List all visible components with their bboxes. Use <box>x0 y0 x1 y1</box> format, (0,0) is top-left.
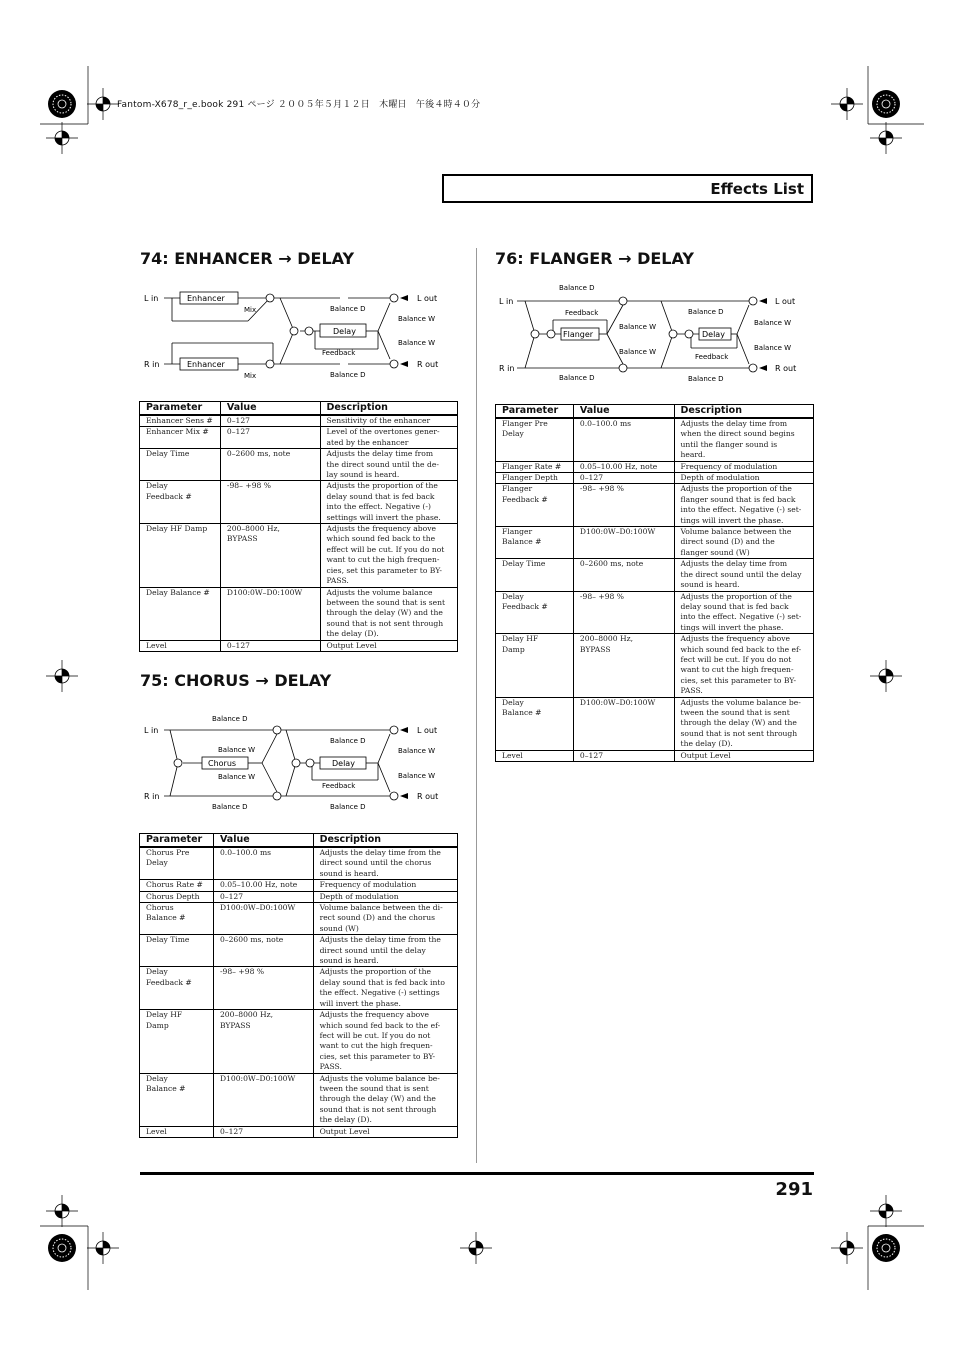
table-cell: Sensitivity of the enhancer <box>320 415 458 427</box>
table-cell: Depth of modulation <box>674 473 813 484</box>
table-cell: 0.05–10.00 Hz, note <box>213 880 313 891</box>
col-parameter: Parameter <box>140 834 214 848</box>
table-cell: D100:0W–D0:100W <box>220 587 320 640</box>
table-cell: Level <box>140 1126 214 1137</box>
delay-block: Delay <box>702 330 725 339</box>
table-cell: Chorus Balance # <box>140 903 214 935</box>
table-cell: D100:0W–D0:100W <box>573 697 674 750</box>
table-cell: 0–127 <box>573 750 674 761</box>
chorus-delay-param-table <box>139 833 458 1138</box>
flanger-delay-diagram <box>495 280 805 386</box>
table-cell: 200–8000 Hz, BYPASS <box>213 1010 313 1073</box>
table-cell: 200–8000 Hz, BYPASS <box>220 524 320 587</box>
table-cell: Volume balance between the direct sound (D) and the flanger sound (W) <box>674 527 813 559</box>
balance-d-label-bottom: Balance D <box>559 374 595 382</box>
table-cell: Frequency of modulation <box>313 880 457 891</box>
table-cell: Adjusts the proportion of the delay sound that is fed back into the effect. Negative (-) set- tings will invert the phase. <box>674 591 813 634</box>
l-out-label: L out <box>417 294 438 303</box>
table-row <box>140 524 458 587</box>
balance-w-label-r: Balance W <box>398 339 436 347</box>
table-cell: Delay HF Damp <box>140 1010 214 1073</box>
r-in-label: R in <box>144 792 160 801</box>
table-cell: 0–127 <box>213 1126 313 1137</box>
col-description: Description <box>313 834 457 848</box>
table-cell: Adjusts the frequency above which sound fed back to the ef- fect will be cut. If you do not want to cut the high frequen- cies, set this parameter to BY- PASS. <box>674 634 813 697</box>
table-cell: Level of the overtones gener- ated by the enhancer <box>320 427 458 449</box>
table-cell: Adjusts the volume balance be- tween the sound that is sent through the delay (W) and the sound that is not sent through the delay (D). <box>313 1073 457 1126</box>
table-row <box>496 591 814 634</box>
table-cell: Flanger Balance # <box>496 527 574 559</box>
table-cell: Adjusts the volume balance be- tween the sound that is sent through the delay (W) and the sound that is not sent through the delay (D). <box>674 697 813 750</box>
table-row <box>496 634 814 697</box>
r-out-label: R out <box>417 360 439 369</box>
table-cell: 0–127 <box>220 427 320 449</box>
table-cell: Enhancer Sens # <box>140 415 221 427</box>
table-row <box>496 697 814 750</box>
feedback-label-flanger: Feedback <box>565 309 599 317</box>
r-out-label: R out <box>417 792 439 801</box>
table-cell: Delay Feedback # <box>496 591 574 634</box>
table-row <box>140 880 458 891</box>
table-row <box>140 1073 458 1126</box>
col-value: Value <box>220 402 320 416</box>
footer-rule <box>140 1172 814 1175</box>
table-cell: Output Level <box>320 640 458 651</box>
balance-d-label-l: Balance D <box>330 737 366 745</box>
table-cell: -98– +98 % <box>573 484 674 527</box>
column-divider <box>476 248 477 1163</box>
table-cell: 0.05–10.00 Hz, note <box>573 461 674 472</box>
table-cell: Adjusts the frequency above which sound fed back to the effect will be cut. If you do not want to cut the high frequen- cies, set this parameter to BY- PASS. <box>320 524 458 587</box>
table-cell: 0–2600 ms, note <box>573 559 674 591</box>
col-description: Description <box>674 405 813 419</box>
table-cell: Output Level <box>313 1126 457 1137</box>
balance-d-label-r: Balance D <box>330 371 366 379</box>
balance-d-label-r: Balance D <box>330 803 366 811</box>
section-header-title: Effects List <box>710 180 804 198</box>
table-row <box>140 481 458 524</box>
col-value: Value <box>213 834 313 848</box>
table-cell: D100:0W–D0:100W <box>213 1073 313 1126</box>
feedback-label-delay: Feedback <box>695 353 729 361</box>
balance-w-label-l: Balance W <box>398 315 436 323</box>
table-cell: D100:0W–D0:100W <box>573 527 674 559</box>
flanger-delay-param-table <box>495 404 814 762</box>
table-row <box>140 1126 458 1137</box>
balance-w-label-r: Balance W <box>398 772 436 780</box>
balance-d-label-l: Balance D <box>330 305 366 313</box>
table-row <box>140 1010 458 1073</box>
table-row <box>140 640 458 651</box>
table-cell: Delay HF Damp <box>140 524 221 587</box>
table-cell: Adjusts the proportion of the delay sound that is fed back into the effect. Negative (-) settings will invert the phase. <box>320 481 458 524</box>
table-cell: Volume balance between the di- rect sound (D) and the chorus sound (W) <box>313 903 457 935</box>
table-cell: 0–127 <box>573 473 674 484</box>
table-cell: Adjusts the delay time from the direct sound until the delay sound is heard. <box>313 935 457 967</box>
balance-w-label-l: Balance W <box>754 319 792 327</box>
table-cell: Flanger Rate # <box>496 461 574 472</box>
col-parameter: Parameter <box>140 402 221 416</box>
file-header: Fantom-X678_r_e.book 291 ページ ２００５年５月１２日 木曜日 午後４時４０分 <box>117 100 481 110</box>
table-row <box>140 891 458 902</box>
table-cell: 0.0–100.0 ms <box>213 847 313 880</box>
table-cell: 200–8000 Hz, BYPASS <box>573 634 674 697</box>
table-cell: Delay Feedback # <box>140 481 221 524</box>
table-cell: 0–127 <box>220 415 320 427</box>
table-row <box>140 587 458 640</box>
flanger-block: Flanger <box>563 330 594 339</box>
table-cell: Level <box>496 750 574 761</box>
col-value: Value <box>573 405 674 419</box>
table-row <box>496 484 814 527</box>
table-cell: Adjusts the volume balance between the sound that is sent through the delay (W) and the sound that is not sent through the delay (D). <box>320 587 458 640</box>
table-cell: Level <box>140 640 221 651</box>
table-cell: Delay Balance # <box>140 1073 214 1126</box>
l-out-label: L out <box>775 297 796 306</box>
table-cell: -98– +98 % <box>213 967 313 1010</box>
table-cell: 0–2600 ms, note <box>213 935 313 967</box>
r-in-label: R in <box>499 364 515 373</box>
table-cell: Frequency of modulation <box>674 461 813 472</box>
table-cell: Adjusts the delay time from the direct sound until the chorus sound is heard. <box>313 847 457 880</box>
l-in-label: L in <box>144 294 159 303</box>
table-cell: -98– +98 % <box>573 591 674 634</box>
table-cell: Enhancer Mix # <box>140 427 221 449</box>
l-in-label: L in <box>144 726 159 735</box>
table-cell: 0–127 <box>220 640 320 651</box>
mix-label-l: Mix <box>244 306 257 314</box>
table-cell: Delay Feedback # <box>140 967 214 1010</box>
table-cell: -98– +98 % <box>220 481 320 524</box>
table-row <box>496 461 814 472</box>
balance-d-label-bottom: Balance D <box>212 803 248 811</box>
table-cell: 0–127 <box>213 891 313 902</box>
page-number: 291 <box>775 1179 813 1200</box>
balance-d-label-r: Balance D <box>688 375 724 383</box>
table-row <box>140 847 458 880</box>
enhancer-block-r: Enhancer <box>187 360 225 369</box>
balance-w-label-r: Balance W <box>754 344 792 352</box>
table-cell: Flanger Feedback # <box>496 484 574 527</box>
table-row <box>140 449 458 481</box>
section-76-title: 76: FLANGER → DELAY <box>495 249 694 268</box>
delay-block: Delay <box>333 327 356 336</box>
table-cell: Adjusts the delay time from the direct sound until the delay sound is heard. <box>674 559 813 591</box>
delay-block: Delay <box>332 759 355 768</box>
col-description: Description <box>320 402 458 416</box>
balance-w-label-top: Balance W <box>218 746 256 754</box>
balance-w-label-bottom: Balance W <box>619 348 657 356</box>
table-cell: Adjusts the proportion of the flanger sound that is fed back into the effect. Negative (-) set- tings will invert the phase. <box>674 484 813 527</box>
table-cell: Flanger Depth <box>496 473 574 484</box>
l-out-label: L out <box>417 726 438 735</box>
table-cell: Depth of modulation <box>313 891 457 902</box>
section-74-title: 74: ENHANCER → DELAY <box>140 249 355 268</box>
table-cell: 0–2600 ms, note <box>220 449 320 481</box>
table-row <box>140 415 458 427</box>
enhancer-block-l: Enhancer <box>187 294 225 303</box>
balance-d-label-l: Balance D <box>688 308 724 316</box>
table-cell: Delay Time <box>496 559 574 591</box>
table-cell: Output Level <box>674 750 813 761</box>
l-in-label: L in <box>499 297 514 306</box>
table-cell: Delay Time <box>140 935 214 967</box>
table-cell: Delay Time <box>140 449 221 481</box>
table-row <box>140 427 458 449</box>
chorus-block: Chorus <box>208 759 237 768</box>
feedback-label: Feedback <box>322 782 356 790</box>
table-cell: Delay HF Damp <box>496 634 574 697</box>
feedback-label: Feedback <box>322 349 356 357</box>
r-out-label: R out <box>775 364 797 373</box>
table-cell: Adjusts the frequency above which sound fed back to the ef- fect will be cut. If you do not want to cut the high frequen- cies, set this parameter to BY- PASS. <box>313 1010 457 1073</box>
table-cell: Chorus Depth <box>140 891 214 902</box>
section-75-title: 75: CHORUS → DELAY <box>140 671 332 690</box>
enhancer-delay-param-table <box>139 401 458 652</box>
chorus-delay-diagram <box>140 710 450 814</box>
table-cell: Delay Balance # <box>140 587 221 640</box>
col-parameter: Parameter <box>496 405 574 419</box>
table-row <box>140 967 458 1010</box>
balance-w-label-top: Balance W <box>619 323 657 331</box>
table-cell: Flanger Pre Delay <box>496 418 574 461</box>
table-cell: Chorus Rate # <box>140 880 214 891</box>
table-cell: Adjusts the proportion of the delay sound that is fed back into the effect. Negative (-) settings will invert the phase. <box>313 967 457 1010</box>
section-header-box <box>442 174 813 203</box>
table-row <box>496 559 814 591</box>
mix-label-r: Mix <box>244 372 257 380</box>
table-cell: Adjusts the delay time from the direct sound until the de- lay sound is heard. <box>320 449 458 481</box>
table-row <box>496 473 814 484</box>
table-row <box>140 903 458 935</box>
table-cell: Adjusts the delay time from when the direct sound begins until the flanger sound is heard. <box>674 418 813 461</box>
enhancer-delay-diagram <box>140 283 450 383</box>
table-row <box>496 418 814 461</box>
table-row <box>496 527 814 559</box>
table-cell: Chorus Pre Delay <box>140 847 214 880</box>
table-cell: D100:0W–D0:100W <box>213 903 313 935</box>
balance-w-label-bottom: Balance W <box>218 773 256 781</box>
table-row <box>140 935 458 967</box>
balance-d-label-top: Balance D <box>559 284 595 292</box>
table-cell: 0.0–100.0 ms <box>573 418 674 461</box>
balance-w-label-l: Balance W <box>398 747 436 755</box>
table-cell: Delay Balance # <box>496 697 574 750</box>
r-in-label: R in <box>144 360 160 369</box>
table-row <box>496 750 814 761</box>
balance-d-label-top: Balance D <box>212 715 248 723</box>
